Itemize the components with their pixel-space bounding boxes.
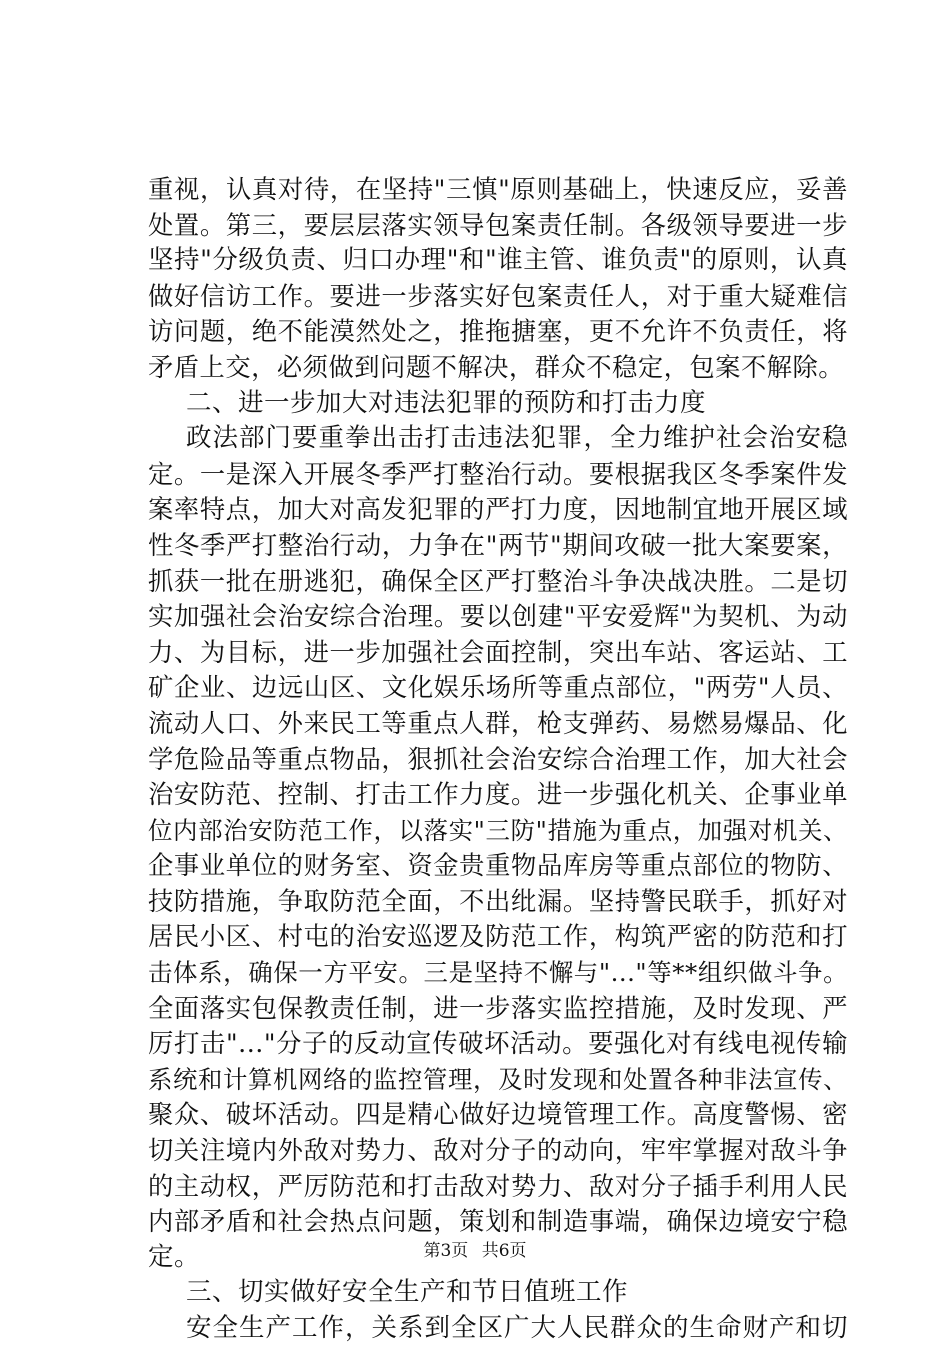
text-line: 系统和计算机网络的监控管理，及时发现和处置各种非法宣传、: [148, 1064, 848, 1094]
text-line: 访问题，绝不能漠然处之，推拖搪塞，更不允许不负责任，将: [148, 317, 848, 347]
section-heading: 三、切实做好安全生产和节日值班工作: [186, 1277, 629, 1308]
text-line: 重视，认真对待，在坚持"三慎"原则基础上，快速反应，妥善: [148, 174, 848, 204]
text-line: 学危险品等重点物品，狠抓社会治安综合治理工作，加大社会: [148, 744, 848, 774]
text-line: 矛盾上交，必须做到问题不解决，群众不稳定，包案不解除。: [148, 352, 845, 382]
text-line: 厉打击"..."分子的反动宣传破坏活动。要强化对有线电视传输: [148, 1028, 848, 1059]
text-line: 抓获一批在册逃犯，确保全区严打整治斗争决战决胜。二是切: [148, 566, 848, 596]
text-line: 力、为目标，进一步加强社会面控制，突出车站、客运站、工: [148, 637, 848, 667]
text-line: 定。: [148, 1241, 201, 1272]
text-line: 安全生产工作，关系到全区广大人民群众的生命财产和切: [186, 1313, 848, 1343]
text-line: 治安防范、控制、打击工作力度。进一步强化机关、企事业单: [148, 780, 848, 810]
text-line: 聚众、破坏活动。四是精心做好边境管理工作。高度警惕、密: [148, 1100, 848, 1130]
text-line: 处置。第三，要层层落实领导包案责任制。各级领导要进一步: [148, 210, 848, 240]
text-line: 矿企业、边远山区、文化娱乐场所等重点部位，"两劳"人员、: [148, 672, 848, 703]
text-line: 切关注境内外敌对势力、敌对分子的动向，牢牢掌握对敌斗争: [148, 1136, 848, 1166]
text-line: 击体系，确保一方平安。三是坚持不懈与"..."等**组织做斗争。: [148, 958, 848, 988]
text-line: 流动人口、外来民工等重点人群，枪支弹药、易燃易爆品、化: [148, 708, 848, 738]
page-total: 共6页: [481, 1241, 527, 1261]
text-line: 全面落实包保教责任制，进一步落实监控措施，及时发现、严: [148, 993, 848, 1023]
text-line: 政法部门要重拳出击打击违法犯罪，全力维护社会治安稳: [186, 423, 848, 454]
text-line: 定。一是深入开展冬季严打整治行动。要根据我区冬季案件发: [148, 459, 848, 489]
text-line: 居民小区、村屯的治安巡逻及防范工作，构筑严密的防范和打: [148, 922, 848, 952]
text-line: 的主动权，严厉防范和打击敌对势力、敌对分子插手利用人民: [148, 1171, 848, 1201]
text-line: 性冬季严打整治行动，力争在"两节"期间攻破一批大案要案，: [148, 529, 848, 560]
document-body: [148, 172, 848, 1347]
text-line: 实加强社会治安综合治理。要以创建"平安爱辉"为契机、为动: [148, 601, 848, 632]
text-line: 位内部治安防范工作，以落实"三防"措施为重点，加强对机关、: [148, 815, 848, 845]
text-line: 案率特点，加大对高发犯罪的严打力度，因地制宜地开展区域: [148, 495, 848, 525]
text-line: 内部矛盾和社会热点问题，策划和制造事端，确保边境安宁稳: [148, 1207, 848, 1237]
section-heading: 二、进一步加大对违法犯罪的预防和打击力度: [186, 387, 707, 418]
text-line: 做好信访工作。要进一步落实好包案责任人，对于重大疑难信: [148, 281, 848, 311]
text-line: 企事业单位的财务室、资金贵重物品库房等重点部位的物防、: [148, 851, 848, 881]
page-footer: [0, 1239, 950, 1263]
page-number: 第3页: [423, 1241, 469, 1261]
text-line: 技防措施，争取防范全面，不出纰漏。坚持警民联手，抓好对: [148, 886, 848, 916]
text-line: 坚持"分级负责、归口办理"和"谁主管、谁负责"的原则，认真: [148, 245, 848, 276]
